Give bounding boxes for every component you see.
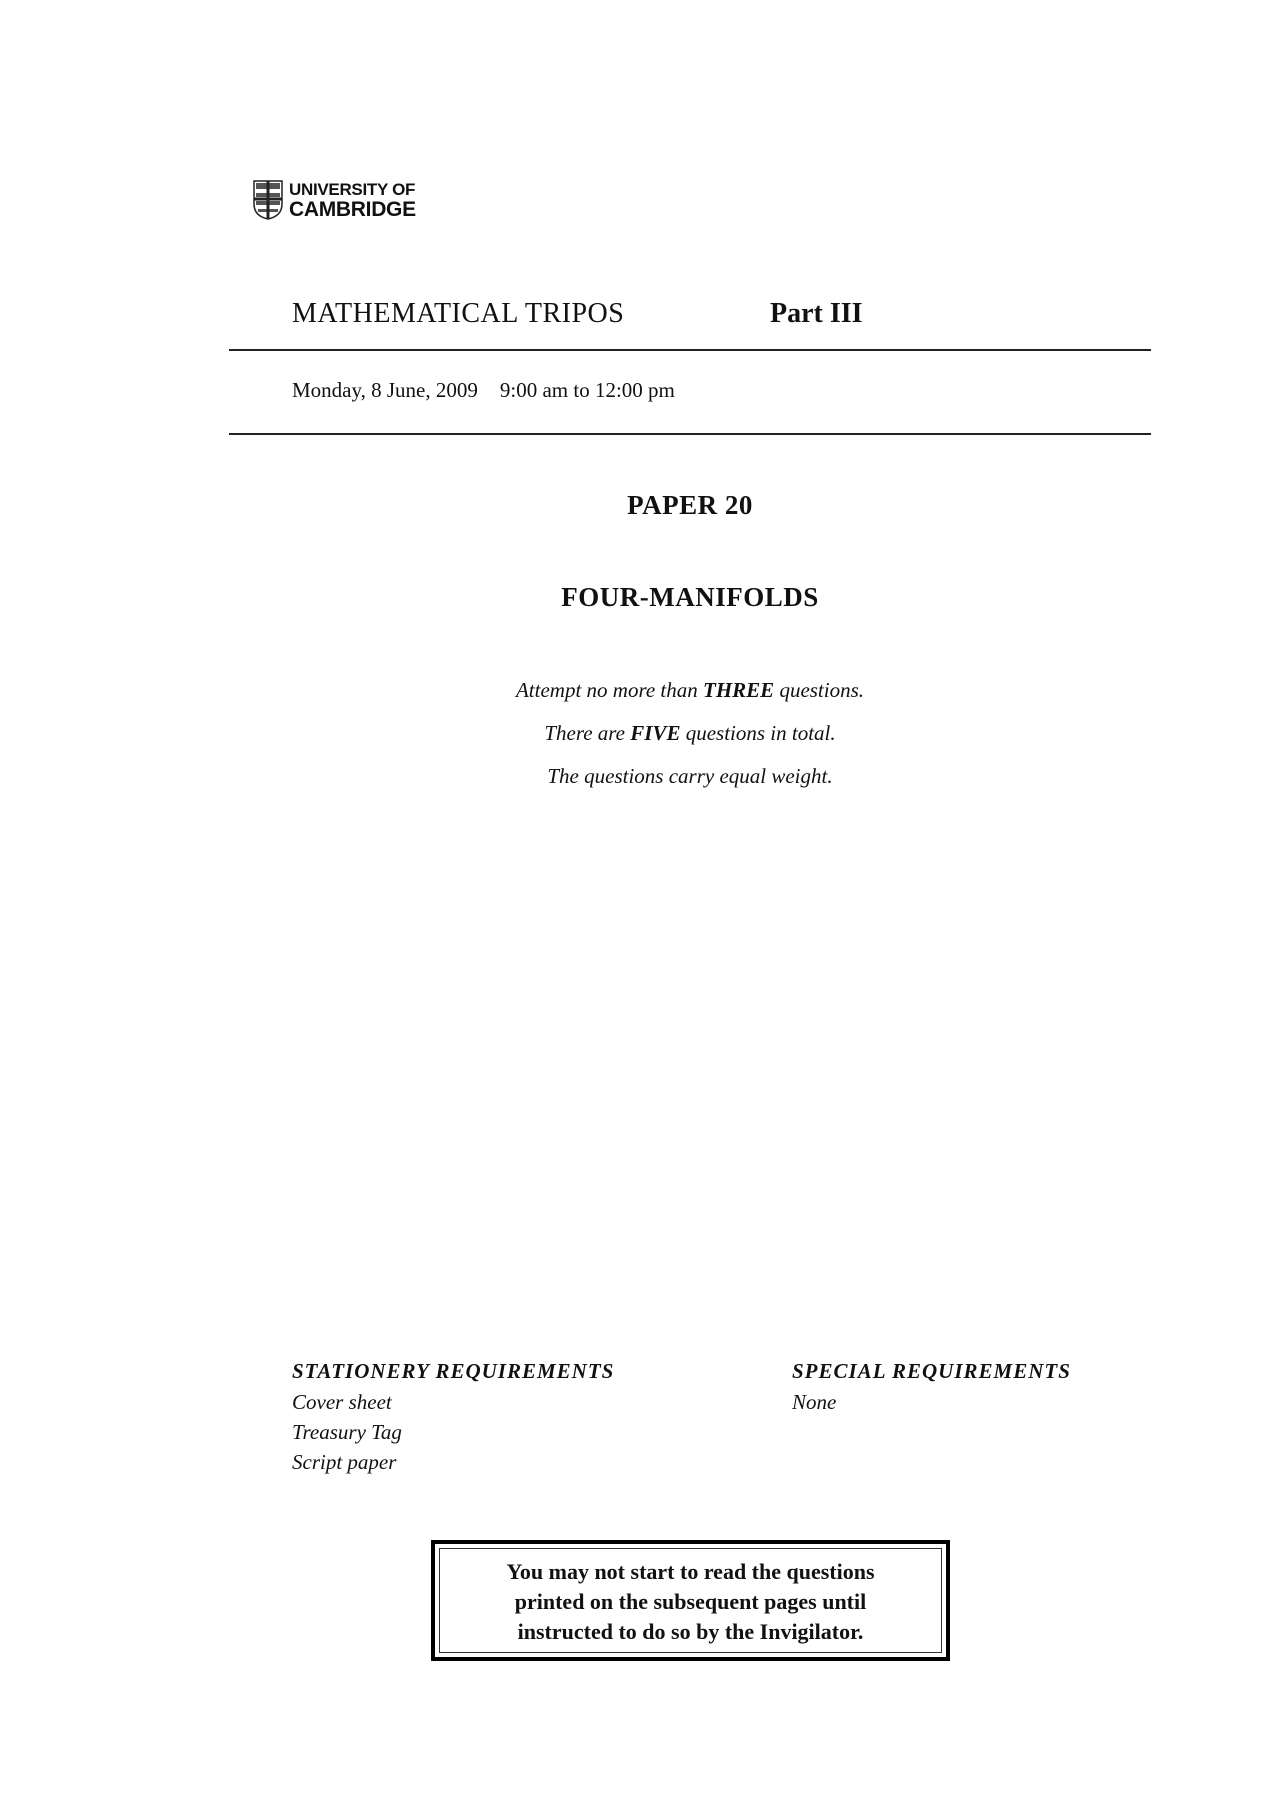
invigilator-notice-box — [431, 1540, 950, 1661]
paper-number: PAPER 20 — [627, 490, 753, 520]
instruction-total — [0, 721, 1280, 746]
special-item: None — [792, 1390, 837, 1414]
exam-date: Monday, 8 June, 2009 — [292, 378, 478, 402]
university-logo — [253, 180, 416, 220]
logo-line1: UNIVERSITY OF — [289, 180, 416, 199]
divider-top — [229, 349, 1151, 351]
divider-bottom — [229, 433, 1151, 435]
instruction-weight: The questions carry equal weight. — [547, 764, 833, 788]
notice-line: printed on the subsequent pages until — [514, 1589, 867, 1614]
crest-icon — [253, 180, 283, 220]
instr-bold: THREE — [703, 678, 775, 702]
stationery-item: Script paper — [292, 1450, 397, 1474]
stationery-item: Treasury Tag — [292, 1420, 402, 1444]
instr-text: There are — [544, 721, 631, 745]
exam-part: Part III — [770, 298, 863, 329]
notice-line: instructed to do so by the Invigilator. — [517, 1619, 864, 1644]
exam-datetime — [292, 378, 675, 403]
paper-subject: FOUR-MANIFOLDS — [561, 582, 819, 612]
stationery-item: Cover sheet — [292, 1390, 392, 1414]
exam-time: 9:00 am to 12:00 pm — [499, 378, 675, 402]
logo-line2: CAMBRIDGE — [289, 198, 416, 221]
instr-text: questions in total. — [680, 721, 836, 745]
instr-text: questions. — [774, 678, 865, 702]
exam-title: MATHEMATICAL TRIPOS — [292, 298, 625, 329]
instruction-attempt — [0, 678, 1280, 703]
instr-bold: FIVE — [630, 721, 681, 745]
special-heading: SPECIAL REQUIREMENTS — [792, 1359, 1071, 1383]
stationery-heading: STATIONERY REQUIREMENTS — [292, 1359, 615, 1383]
instr-text: Attempt no more than — [515, 678, 703, 702]
notice-line: You may not start to read the questions — [506, 1559, 875, 1584]
